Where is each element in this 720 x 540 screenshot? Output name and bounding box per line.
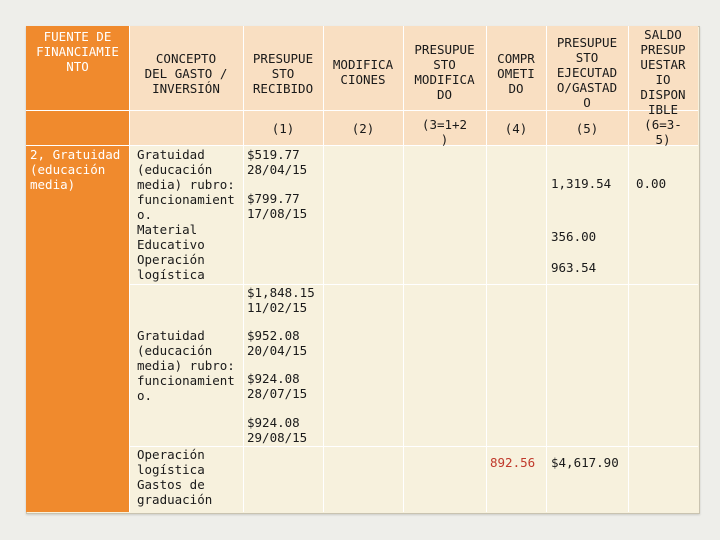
saldo-amount: 0.00	[636, 176, 667, 191]
formula-4: (4)	[504, 121, 528, 136]
executed-amount: 1,319.54	[551, 176, 612, 191]
row-divider	[129, 446, 698, 447]
formula-5: (5)	[575, 121, 599, 136]
formula-2: (2)	[351, 121, 375, 136]
header-saldo-disponible: SALDO PRESUP UESTAR IO DISPON IBLE	[640, 27, 686, 117]
executed-total: $4,617.90	[551, 455, 619, 470]
received-amount: $1,848.15 11/02/15	[247, 285, 315, 315]
concept-cell: Gratuidad (educación media) rubro: funcionamient o.	[137, 328, 235, 403]
header-modificaciones: MODIFICA CIONES	[332, 57, 394, 87]
concept-cell: Gratuidad (educación media) rubro: funcionamient o. Material Educativo Operación logística	[137, 147, 235, 282]
concept-cell: Operación logística Gastos de graduación	[137, 447, 213, 507]
received-amount: $799.77 17/08/15	[247, 191, 308, 221]
column-divider	[486, 26, 487, 512]
row-divider	[129, 284, 698, 285]
executed-amount: 963.54	[551, 260, 597, 275]
fuente-value: 2, Gratuidad (educación media)	[30, 147, 121, 192]
column-divider	[129, 26, 130, 512]
header-concepto: CONCEPTO DEL GASTO / INVERSIÓN	[144, 51, 228, 96]
committed-total: 892.56	[490, 455, 536, 470]
column-divider	[243, 26, 244, 512]
received-amount: $519.77 28/04/15	[247, 147, 308, 177]
executed-amount: 356.00	[551, 229, 597, 244]
column-divider	[323, 26, 324, 512]
header-comprometido: COMPR OMETI DO	[497, 51, 535, 96]
formula-3: (3=1+2 )	[421, 117, 468, 147]
formula-6: (6=3- 5)	[644, 117, 682, 147]
row-divider	[26, 110, 698, 111]
formula-1: (1)	[271, 121, 295, 136]
header-presupuesto-recibido: PRESUPUE STO RECIBIDO	[252, 51, 314, 96]
received-amount: $924.08 28/07/15	[247, 371, 308, 401]
header-presupuesto-modificado: PRESUPUE STO MODIFICA DO	[414, 42, 475, 102]
header-fuente: FUENTE DE FINANCIAMIE NTO	[36, 29, 119, 74]
row-divider	[26, 145, 698, 146]
received-amount: $952.08 20/04/15	[247, 328, 308, 358]
fuente-column	[26, 26, 129, 512]
received-amount: $924.08 29/08/15	[247, 415, 308, 445]
header-presupuesto-ejecutado: PRESUPUE STO EJECUTAD O/GASTAD O	[556, 35, 618, 110]
